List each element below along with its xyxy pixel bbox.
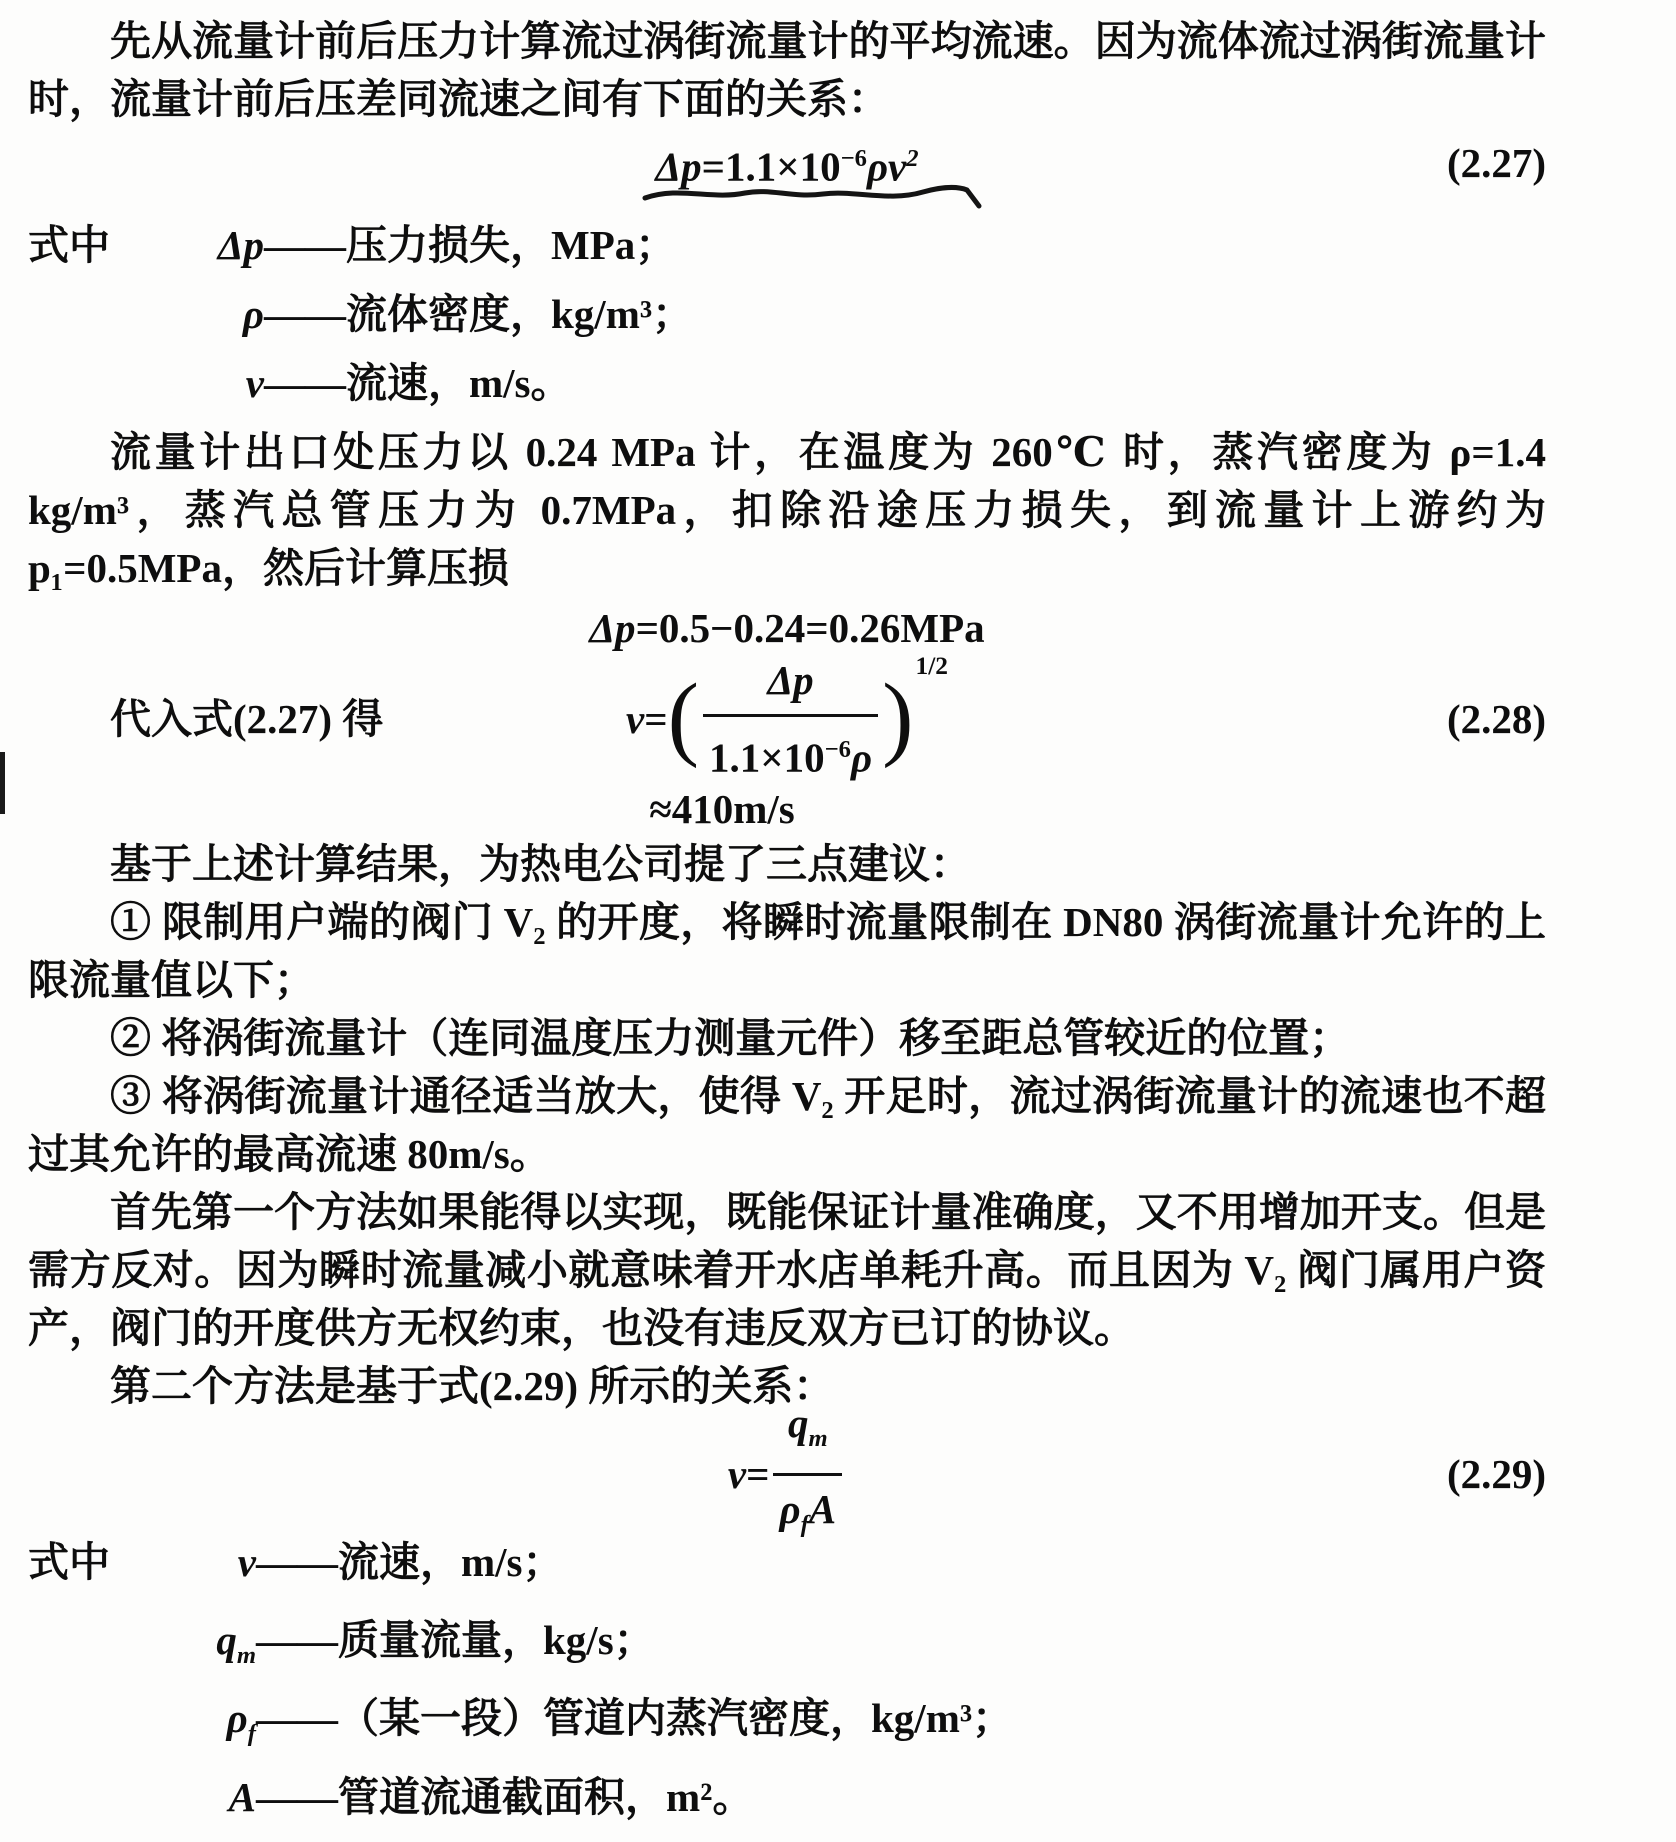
- definitions-eq227: [28, 216, 1546, 412]
- eq228-lhs: v: [626, 696, 645, 742]
- eq229-lhs: v: [727, 1451, 747, 1497]
- eq228-numerator: Δp: [767, 657, 814, 704]
- definitions-eq229: [28, 1533, 1546, 1842]
- eq229-den-rho: ρ: [779, 1486, 801, 1532]
- eq228-den-coeff: 1.1×10: [709, 734, 825, 781]
- paragraph-suggestion-1: ① 限制用户端的阀门 V₂ 的开度，将瞬时流量限制在 DN80 涡街流量计允许的上限流量值以下；: [28, 899, 1546, 1003]
- term-sub: f: [247, 1720, 256, 1748]
- eq228-denominator: [703, 714, 878, 787]
- open-paren: (: [667, 664, 700, 769]
- eq227-rho-v: ρv: [866, 143, 907, 190]
- eq228-den-rho: ρ: [850, 734, 873, 781]
- equation-2-29-row: [28, 1399, 1546, 1539]
- definition-row-qm: [28, 1611, 1546, 1685]
- definition-desc: ——流速，m/s；: [256, 1539, 564, 1585]
- eq227-delta-p: Δp: [655, 143, 702, 190]
- definition-term: [136, 1689, 256, 1763]
- term-sub: m: [236, 1642, 256, 1670]
- definition-row-v: [28, 354, 1546, 412]
- equation-dp-calc-row: [28, 601, 1546, 655]
- eq227-coefficient: =1.1×10: [701, 143, 841, 190]
- definition-term: ρ: [242, 291, 264, 337]
- term-base: ρ: [226, 1695, 248, 1742]
- scan-edge-artifact: [0, 752, 5, 814]
- definition-desc: ——压力损失，MPa；: [264, 222, 677, 268]
- eq229-num-sub: m: [808, 1425, 828, 1452]
- eq228-den-exp: −6: [824, 736, 851, 764]
- equation-2-27-row: [28, 132, 1546, 194]
- equation-2-28-row: [28, 652, 1546, 783]
- term-base: v: [237, 1539, 256, 1585]
- definition-label: 式中: [28, 222, 110, 268]
- eq229-den-sub: f: [800, 1511, 809, 1539]
- eq229-den-area: A: [808, 1486, 837, 1532]
- eq229-fraction: [773, 1394, 842, 1554]
- definition-desc: ——管道流通截面积，m²。: [256, 1773, 754, 1820]
- equation-2-28-label: 代入式(2.27) 得: [110, 696, 384, 742]
- eq228-result: ≈410m/s: [649, 786, 795, 832]
- eq227-exponent: −6: [840, 145, 867, 173]
- eq229-denominator: [773, 1473, 842, 1554]
- definition-term: [136, 1768, 256, 1842]
- eq229-numerator: [774, 1394, 842, 1473]
- equation-2-27-formula: [655, 130, 918, 196]
- definition-label: 式中: [28, 1539, 110, 1585]
- term-base: A: [228, 1773, 256, 1820]
- dp-calc-lhs: Δp: [589, 605, 636, 651]
- eq228-fraction: [703, 651, 878, 787]
- definition-term: [136, 1533, 256, 1607]
- close-paren: ): [882, 664, 914, 769]
- definition-term: [136, 1611, 256, 1685]
- definition-row-rho-f: [28, 1689, 1546, 1763]
- paragraph-method2-intro: 第二个方法是基于式(2.29) 所示的关系：: [110, 1363, 835, 1409]
- eq228-outer-exponent: 1/2: [915, 652, 948, 681]
- eq229-num-base: q: [787, 1399, 809, 1446]
- definition-desc: ——流体密度，kg/m³；: [264, 291, 694, 337]
- definition-desc: ——（某一段）管道内蒸汽密度，kg/m³；: [256, 1695, 1014, 1742]
- definition-row-area: [28, 1768, 1546, 1842]
- paragraph-pressure-calc: 流量计出口处压力以 0.24 MPa 计，在温度为 260℃ 时，蒸汽密度为 ρ=1.4 kg/m³，蒸汽总管压力为 0.7MPa，扣除沿途压力损失，到流量计上游约为 p₁=0.5MPa，然后计算压损: [28, 429, 1546, 591]
- paragraph-intro: 先从流量计前后压力计算流过涡街流量计的平均流速。因为流体流过涡街流量计时，流量计前后压差同流速之间有下面的关系：: [28, 18, 1546, 122]
- paragraph-suggestion-2: ② 将涡街流量计（连同温度压力测量元件）移至距总管较近的位置；: [110, 1015, 1351, 1061]
- definition-term: v: [245, 360, 264, 406]
- definition-row-rho: [28, 285, 1546, 343]
- dp-calc-rhs: =0.5−0.24=0.26MPa: [635, 605, 985, 651]
- equation-2-28-result-row: [28, 783, 1546, 835]
- paragraph-suggestion-3: ③ 将涡街流量计通径适当放大，使得 V₂ 开足时，流过涡街流量计的流速也不超过其允许的最高流速 80m/s。: [28, 1073, 1546, 1177]
- equation-number-2-28: (2.28): [1446, 696, 1546, 742]
- paragraph-suggestions-intro: 基于上述计算结果，为热电公司提了三点建议：: [110, 841, 971, 887]
- equation-number-2-27: (2.27): [1446, 140, 1546, 186]
- paragraph-method1-discussion: 首先第一个方法如果能得以实现，既能保证计量准确度，又不用增加开支。但是需方反对。因为瞬时流量减小就意味着开水店单耗升高。而且因为 V₂ 阀门属用户资产，阀门的开度供方无权约束，也没有违反双方已订的协议。: [28, 1189, 1546, 1351]
- definition-term: Δp: [217, 222, 264, 268]
- eq227-v-squared: 2: [906, 145, 919, 173]
- term-base: q: [216, 1617, 237, 1664]
- equation-number-2-29: (2.29): [1446, 1451, 1546, 1497]
- equation-2-28-formula: [626, 651, 948, 787]
- definition-desc: ——流速，m/s。: [264, 360, 572, 406]
- equation-2-29-formula: [728, 1394, 846, 1554]
- eq228-equals: =: [644, 696, 668, 742]
- definition-desc: ——质量流量，kg/s；: [256, 1617, 655, 1664]
- definition-row-delta-p: [28, 216, 1546, 274]
- eq229-equals: =: [746, 1451, 770, 1497]
